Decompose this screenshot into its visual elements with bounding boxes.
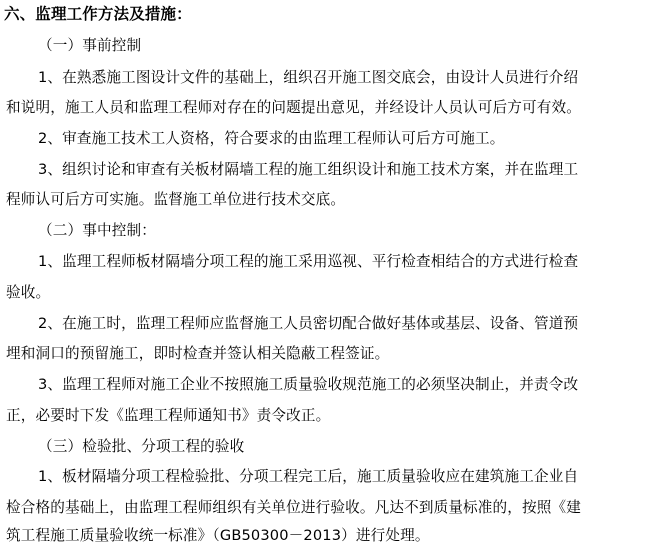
section-heading: 六、监理工作方法及措施： bbox=[4, 4, 192, 23]
paragraph-line: 1、在熟悉施工图设计文件的基础上，组织召开施工图交底会，由设计人员进行介绍 bbox=[38, 69, 579, 86]
paragraph-line: 1、板材隔墙分项工程检验批、分项工程完工后，施工质量验收应在建筑施工企业自 bbox=[38, 468, 579, 485]
paragraph-line: 和说明，施工人员和监理工程师对存在的问题提出意见，并经设计人员认可后方可有效。 bbox=[6, 99, 582, 116]
paragraph-line: 检合格的基础上，由监理工程师组织有关单位进行验收。凡达不到质量标准的，按照《建 bbox=[6, 499, 582, 516]
paragraph-line: 2、审查施工技术工人资格，符合要求的由监理工程师认可后方可施工。 bbox=[38, 130, 505, 147]
subsection-title-acceptance: （三）检验批、分项工程的验收 bbox=[38, 438, 245, 455]
paragraph-line: 正，必要时下发《监理工程师通知书》责令改正。 bbox=[6, 407, 331, 424]
paragraph-line: 1、监理工程师板材隔墙分项工程的施工采用巡视、平行检查相结合的方式进行检查 bbox=[38, 253, 579, 270]
paragraph-line: 3、监理工程师对施工企业不按照施工质量验收规范施工的必须坚决制止，并责令改 bbox=[38, 376, 579, 393]
paragraph-line: 埋和洞口的预留施工，即时检查并签认相关隐蔽工程签证。 bbox=[6, 345, 390, 362]
paragraph-line: 2、在施工时，监理工程师应监督施工人员密切配合做好基体或基层、设备、管道预 bbox=[38, 315, 579, 332]
paragraph-line: 筑工程施工质量验收统一标准》（GB50300－2013）进行处理。 bbox=[6, 527, 430, 544]
paragraph-line: 程师认可后方可实施。监督施工单位进行技术交底。 bbox=[6, 191, 346, 208]
paragraph-line: 3、组织讨论和审查有关板材隔墙工程的施工组织设计和施工技术方案，并在监理工 bbox=[38, 161, 579, 178]
subsection-title-in-process-control: （二）事中控制： bbox=[38, 222, 156, 239]
subsection-title-pre-control: （一）事前控制 bbox=[38, 37, 142, 54]
paragraph-line: 验收。 bbox=[6, 284, 51, 301]
